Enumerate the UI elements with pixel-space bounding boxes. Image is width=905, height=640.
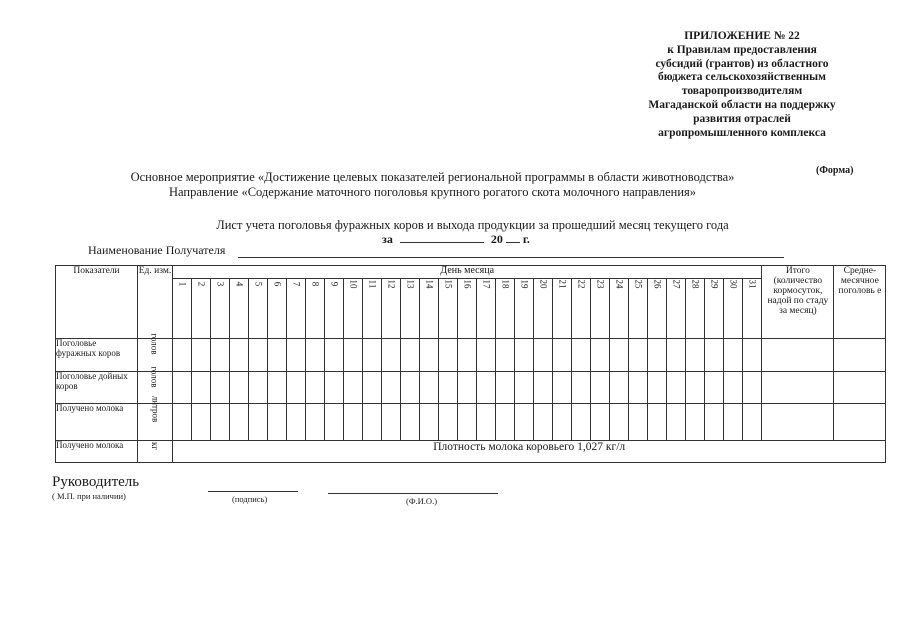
period-year-blank (506, 242, 520, 243)
day-input-cell[interactable] (249, 372, 268, 404)
day-input-cell[interactable] (648, 404, 667, 441)
fio-label: (Ф.И.О.) (406, 496, 438, 506)
day-number: 21 (557, 279, 567, 289)
day-input-cell[interactable] (268, 404, 287, 441)
day-input-cell[interactable] (363, 404, 382, 441)
day-number: 26 (652, 279, 662, 289)
total-input-cell[interactable] (762, 339, 834, 372)
day-number: 9 (329, 281, 339, 287)
day-header-cell (420, 279, 439, 339)
day-input-cell[interactable] (211, 404, 230, 441)
day-header-cell (515, 279, 534, 339)
day-header-cell (439, 279, 458, 339)
day-input-cell[interactable] (230, 372, 249, 404)
day-input-cell[interactable] (610, 404, 629, 441)
day-input-cell[interactable] (439, 404, 458, 441)
day-header-cell (629, 279, 648, 339)
day-input-cell[interactable] (705, 372, 724, 404)
day-number: 30 (728, 279, 738, 289)
day-number: 22 (576, 279, 586, 289)
day-number: 15 (443, 279, 453, 289)
day-number: 29 (709, 279, 719, 289)
day-input-cell[interactable] (420, 372, 439, 404)
appendix-line: развития отраслей (693, 112, 791, 125)
day-header-cell (496, 279, 515, 339)
day-number: 3 (215, 281, 225, 287)
indicator-label: Получено молока (56, 441, 138, 463)
table-row (56, 441, 886, 463)
recipient-field-line (238, 257, 784, 258)
day-number: 18 (500, 279, 510, 289)
day-number: 4 (234, 281, 244, 287)
day-header-cell (534, 279, 553, 339)
day-input-cell[interactable] (648, 372, 667, 404)
header-average: Средне-месячное поголовь е (834, 266, 886, 339)
day-input-cell[interactable] (572, 339, 591, 372)
day-header-cell (306, 279, 325, 339)
appendix-line: Магаданской области на поддержку (648, 98, 836, 111)
day-header-cell (724, 279, 743, 339)
day-header-cell (325, 279, 344, 339)
period-prefix: за (382, 232, 393, 246)
day-input-cell[interactable] (439, 372, 458, 404)
header-total: Итого (количество кормосуток, надой по стаду за месяц) (762, 266, 834, 339)
day-input-cell[interactable] (439, 339, 458, 372)
total-input-cell[interactable] (762, 404, 834, 441)
day-header-cell (268, 279, 287, 339)
event-line: Основное мероприятие «Достижение целевых показателей региональной программы в области животноводства» (130, 170, 735, 184)
day-input-cell[interactable] (363, 339, 382, 372)
day-input-cell[interactable] (477, 372, 496, 404)
day-input-cell[interactable] (705, 339, 724, 372)
day-input-cell[interactable] (534, 372, 553, 404)
day-header-cell (686, 279, 705, 339)
day-header-cell (591, 279, 610, 339)
day-number: 28 (690, 279, 700, 289)
stamp-note: ( М.П. при наличии) (52, 491, 126, 501)
day-header-cell (477, 279, 496, 339)
appendix-line: агропромышленного комплекса (658, 126, 826, 139)
day-input-cell[interactable] (268, 339, 287, 372)
day-input-cell[interactable] (382, 404, 401, 441)
total-input-cell[interactable] (762, 372, 834, 404)
day-input-cell[interactable] (686, 372, 705, 404)
header-days: День месяца (173, 266, 762, 279)
day-number: 6 (272, 281, 282, 287)
day-input-cell[interactable] (382, 372, 401, 404)
unit-label: кг (149, 441, 160, 451)
day-input-cell[interactable] (667, 339, 686, 372)
day-input-cell[interactable] (515, 339, 534, 372)
day-number: 17 (481, 279, 491, 289)
unit-cell (138, 441, 173, 463)
day-input-cell[interactable] (458, 404, 477, 441)
day-input-cell[interactable] (306, 339, 325, 372)
day-number: 23 (595, 279, 605, 289)
day-input-cell[interactable] (249, 404, 268, 441)
header-unit: Ед. изм. (138, 266, 173, 339)
day-input-cell[interactable] (591, 404, 610, 441)
day-header-cell (249, 279, 268, 339)
day-input-cell[interactable] (553, 404, 572, 441)
day-input-cell[interactable] (591, 339, 610, 372)
appendix-line: субсидий (грантов) из областного (655, 57, 829, 70)
day-input-cell[interactable] (553, 339, 572, 372)
day-number: 5 (253, 281, 263, 287)
day-input-cell[interactable] (287, 372, 306, 404)
day-input-cell[interactable] (401, 339, 420, 372)
day-input-cell[interactable] (743, 339, 762, 372)
day-input-cell[interactable] (192, 372, 211, 404)
day-number: 12 (386, 279, 396, 289)
day-number: 31 (747, 279, 758, 289)
day-header-cell (553, 279, 572, 339)
signature-line (208, 491, 298, 492)
day-header-cell (743, 279, 762, 339)
day-input-cell[interactable] (629, 404, 648, 441)
accounting-table (55, 265, 886, 463)
average-input-cell[interactable] (834, 339, 886, 372)
appendix-header (612, 30, 872, 140)
day-input-cell[interactable] (724, 404, 743, 441)
signature-label: (подпись) (232, 494, 268, 504)
table-row (56, 339, 886, 372)
day-input-cell[interactable] (382, 339, 401, 372)
day-input-cell[interactable] (230, 404, 249, 441)
day-number: 1 (177, 281, 187, 287)
density-note: Плотность молока коровьего 1,027 кг/л (173, 441, 886, 463)
day-input-cell[interactable] (743, 372, 762, 404)
day-input-cell[interactable] (192, 339, 211, 372)
day-input-cell[interactable] (458, 339, 477, 372)
day-input-cell[interactable] (344, 404, 363, 441)
day-input-cell[interactable] (629, 339, 648, 372)
day-number: 20 (538, 279, 548, 289)
day-input-cell[interactable] (401, 372, 420, 404)
direction-line: Направление «Содержание маточного поголовья крупного рогатого скота молочного направления» (168, 185, 697, 199)
day-input-cell[interactable] (287, 339, 306, 372)
day-number: 24 (614, 279, 624, 289)
day-number: 16 (462, 279, 472, 289)
day-input-cell[interactable] (458, 372, 477, 404)
day-input-cell[interactable] (249, 339, 268, 372)
day-number: 25 (633, 279, 643, 289)
header-indicators: Показатели (56, 266, 138, 339)
day-input-cell[interactable] (705, 404, 724, 441)
day-input-cell[interactable] (420, 404, 439, 441)
day-number: 8 (310, 281, 320, 287)
recipient-label: Наименование Получателя (88, 243, 226, 257)
day-input-cell[interactable] (477, 404, 496, 441)
day-header-cell (230, 279, 249, 339)
day-header-cell (401, 279, 420, 339)
day-header-cell (610, 279, 629, 339)
day-header-cell (648, 279, 667, 339)
form-label: (Форма) (816, 165, 854, 176)
day-header-cell (705, 279, 724, 339)
appendix-line: товаропроизводителям (681, 85, 803, 98)
day-input-cell[interactable] (553, 372, 572, 404)
indicator-label: Поголовье фуражных коров (56, 339, 138, 372)
day-input-cell[interactable] (325, 404, 344, 441)
day-input-cell[interactable] (572, 404, 591, 441)
day-input-cell[interactable] (610, 372, 629, 404)
period-year-prefix: 20 (490, 232, 503, 246)
appendix-line: к Правилам предоставления (667, 43, 817, 56)
day-header-cell (572, 279, 591, 339)
day-input-cell[interactable] (363, 372, 382, 404)
day-input-cell[interactable] (306, 372, 325, 404)
day-input-cell[interactable] (477, 339, 496, 372)
day-number: 14 (424, 279, 434, 289)
day-input-cell[interactable] (667, 404, 686, 441)
day-number: 19 (519, 279, 529, 289)
day-input-cell[interactable] (743, 404, 762, 441)
day-input-cell[interactable] (515, 404, 534, 441)
day-input-cell[interactable] (534, 339, 553, 372)
day-input-cell[interactable] (572, 372, 591, 404)
sheet-title: Лист учета поголовья фуражных коров и выхода продукции за прошедший месяц текущего года (216, 218, 729, 232)
period-suffix: г. (522, 232, 530, 246)
day-input-cell[interactable] (306, 404, 325, 441)
day-input-cell[interactable] (173, 404, 192, 441)
day-input-cell[interactable] (496, 339, 515, 372)
day-number: 7 (291, 281, 301, 287)
day-input-cell[interactable] (496, 372, 515, 404)
average-input-cell[interactable] (834, 372, 886, 404)
day-input-cell[interactable] (268, 372, 287, 404)
table-row (56, 372, 886, 404)
day-header-cell (173, 279, 192, 339)
day-input-cell[interactable] (629, 372, 648, 404)
day-number: 10 (348, 279, 358, 289)
indicator-label: Поголовье дойных коров (56, 372, 138, 404)
unit-label: голов (150, 366, 160, 388)
period-month-blank (400, 242, 484, 243)
unit-cell (138, 395, 173, 441)
day-input-cell[interactable] (344, 372, 363, 404)
day-input-cell[interactable] (287, 404, 306, 441)
day-input-cell[interactable] (211, 339, 230, 372)
day-input-cell[interactable] (515, 372, 534, 404)
signature-title: Руководитель (52, 474, 140, 490)
day-number: 11 (366, 279, 377, 289)
day-input-cell[interactable] (173, 372, 192, 404)
day-number: 2 (196, 281, 206, 287)
day-input-cell[interactable] (401, 404, 420, 441)
appendix-line: бюджета сельскохозяйственным (658, 71, 826, 84)
unit-label: литров (149, 395, 160, 423)
day-header-cell (667, 279, 686, 339)
day-input-cell[interactable] (686, 404, 705, 441)
fio-line (328, 493, 498, 494)
day-header-cell (382, 279, 401, 339)
day-input-cell[interactable] (591, 372, 610, 404)
day-header-cell (211, 279, 230, 339)
day-number: 27 (671, 279, 681, 289)
day-header-cell (192, 279, 211, 339)
day-header-cell (458, 279, 477, 339)
table-row (56, 404, 886, 441)
day-input-cell[interactable] (230, 339, 249, 372)
day-number: 13 (405, 279, 415, 289)
day-input-cell[interactable] (325, 372, 344, 404)
day-header-cell (344, 279, 363, 339)
day-input-cell[interactable] (420, 339, 439, 372)
day-input-cell[interactable] (648, 339, 667, 372)
day-input-cell[interactable] (496, 404, 515, 441)
day-input-cell[interactable] (211, 372, 230, 404)
day-input-cell[interactable] (534, 404, 553, 441)
day-header-cell (363, 279, 382, 339)
day-input-cell[interactable] (325, 339, 344, 372)
average-input-cell[interactable] (834, 404, 886, 441)
period-line (382, 232, 530, 247)
day-input-cell[interactable] (344, 339, 363, 372)
indicator-label: Получено молока (56, 404, 138, 441)
day-input-cell[interactable] (173, 339, 192, 372)
day-input-cell[interactable] (667, 372, 686, 404)
day-input-cell[interactable] (192, 404, 211, 441)
day-header-cell (287, 279, 306, 339)
day-input-cell[interactable] (610, 339, 629, 372)
day-input-cell[interactable] (724, 372, 743, 404)
appendix-title: ПРИЛОЖЕНИЕ № 22 (684, 30, 800, 42)
day-input-cell[interactable] (686, 339, 705, 372)
unit-label: голов (150, 333, 160, 355)
day-input-cell[interactable] (724, 339, 743, 372)
